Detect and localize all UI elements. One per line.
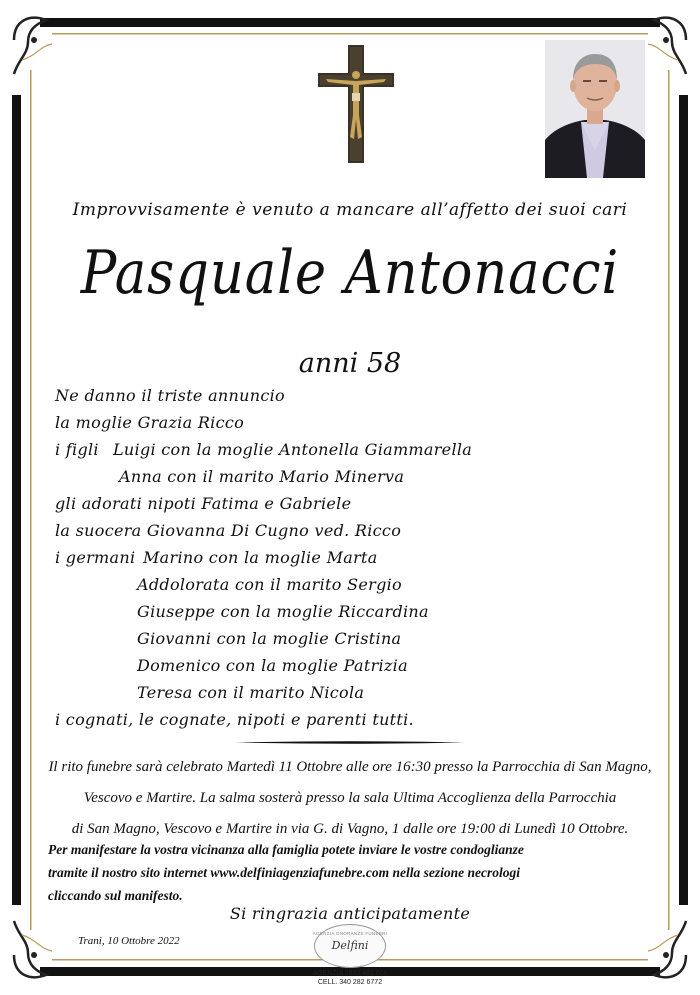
- condolence-notice: Per manifestare la vostra vicinanza alla famiglia potete inviare le vostre condoglianze tramite il nostro sito internet www.delfiniagenziafunebre.com nella sezione necrologi cliccando sul manifesto.: [48, 842, 524, 903]
- family-line: Teresa con il marito Nicola: [137, 683, 365, 702]
- crucifix-icon: [318, 45, 394, 163]
- place-date: Trani, 10 Ottobre 2022: [78, 935, 180, 947]
- deceased-name: Pasquale Antonacci: [80, 238, 620, 308]
- family-line: Giovanni con la moglie Cristina: [137, 629, 402, 648]
- family-line: Addolorata con il marito Sergio: [137, 575, 402, 594]
- divider: [235, 741, 465, 744]
- agency-name: Delfini: [331, 939, 369, 952]
- deceased-age: anni 58: [298, 348, 402, 379]
- family-line: i germani Marino con la moglie Marta: [55, 548, 378, 567]
- portrait-photo: [545, 40, 645, 178]
- intro-text: Improvvisamente è venuto a mancare all’affetto dei suoi cari: [72, 200, 628, 220]
- family-line: i cognati, le cognate, nipoti e parenti tutti.: [55, 710, 414, 729]
- family-line: Giuseppe con la moglie Riccardina: [137, 602, 429, 621]
- agency-logo: [300, 922, 400, 992]
- family-line: gli adorati nipoti Fatima e Gabriele: [55, 494, 352, 513]
- family-line: Domenico con la moglie Patrizia: [137, 656, 408, 675]
- thanks-text: Si ringrazia anticipatamente: [229, 904, 471, 923]
- family-line: la suocera Giovanna Di Cugno ved. Ricco: [55, 521, 402, 540]
- agency-phone: AGENZIA 0883 481 608: [312, 970, 388, 977]
- family-line: Ne danno il triste annuncio: [55, 386, 285, 405]
- family-line: Anna con il marito Mario Minerva: [119, 467, 405, 486]
- family-group-label: i figli: [55, 440, 99, 459]
- agency-mobile: CELL. 340 282 6772: [317, 979, 383, 986]
- funeral-service-text: Il rito funebre sarà celebrato Martedì 11 Ottobre alle ore 16:30 presso la Parrocchia di San Magno, Vescovo e Martire. La salma sosterà presso la sala Ultima Accoglienza della Parrocchia di San Magno, Vescovo e Martire in via G. di Vagno, 1 dalle ore 19:00 di Lunedì 10 Ottobre.: [48, 759, 652, 837]
- family-line: la moglie Grazia Ricco: [55, 413, 245, 432]
- family-group-label: i germani: [55, 548, 136, 567]
- agency-tagline: AGENZIA ONORANZE FUNEBRI: [312, 931, 388, 936]
- family-line: i figli Luigi con la moglie Antonella Giammarella: [55, 440, 473, 459]
